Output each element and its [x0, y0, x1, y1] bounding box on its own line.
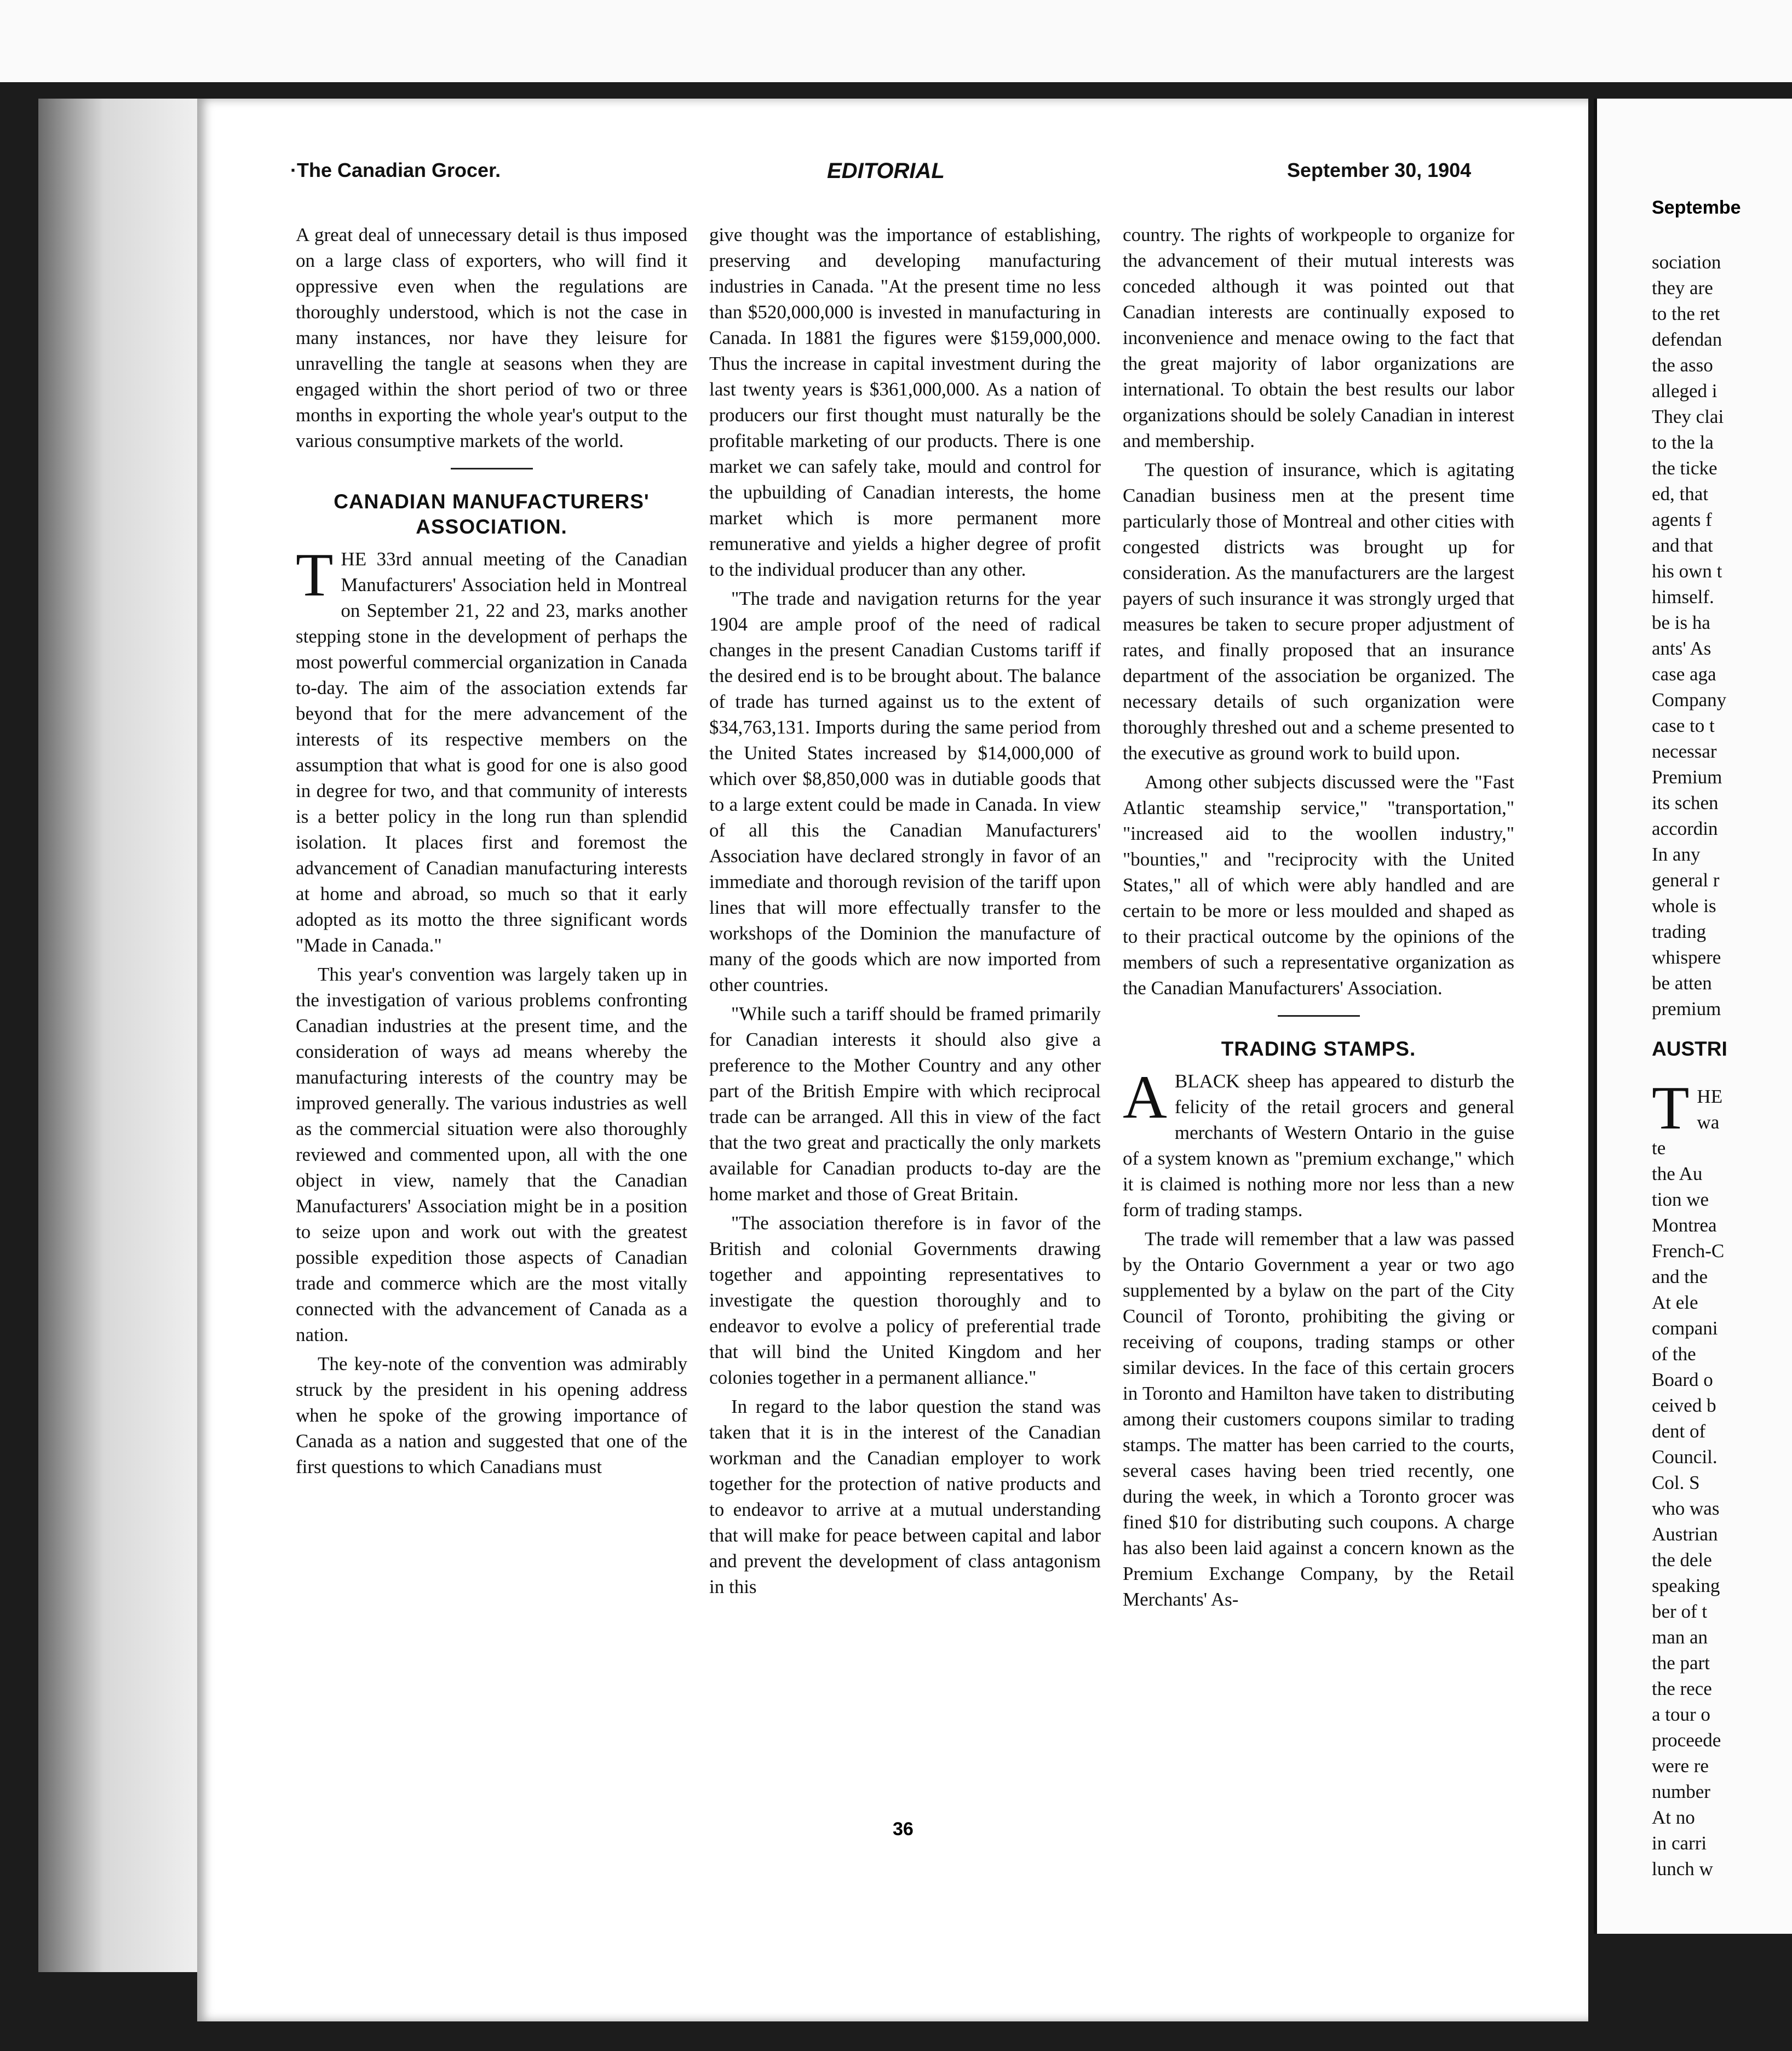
issue-date: September 30, 1904	[1287, 159, 1472, 181]
adjacent-heading: AUSTRI	[1652, 1038, 1727, 1060]
adjacent-line: a tour o	[1652, 1704, 1710, 1725]
adjacent-line: the ticke	[1652, 457, 1718, 479]
drop-cap: T	[1652, 1074, 1690, 1142]
adjacent-page	[1594, 99, 1792, 1934]
column-3	[1123, 222, 1514, 1865]
adjacent-line: premium	[1652, 998, 1721, 1019]
article-paragraph: "While such a tariff should be framed primarily for Canadian interests it should also give a preference to the Mother Country and any other part of the British Empire with which reciprocal trade can be arranged. All this in view of the fact that the two great and practically the only markets available for Canadian products to-day are the home market and those of Great Britain.	[709, 1003, 1101, 1205]
adjacent-line: to the la	[1652, 432, 1714, 453]
adjacent-line: Premium	[1652, 766, 1722, 788]
article-paragraph: Among other subjects discussed were the "Fast Atlantic steamship service," "transportation," "increased aid to the woollen industry," "bounties," and "reciprocity with the United States," all of which were ably handled and are certain to be more or less moulded and shaped as to their practical outcome by the opinions of the members of such a representative organization as the Canadian Manufacturers' Association.	[1123, 771, 1514, 999]
adjacent-line: the rece	[1652, 1678, 1712, 1699]
article-paragraph: country. The rights of workpeople to organize for the advancement of their mutual interests was conceded although it was pointed out that Canadian interests are continually exposed to inconvenience and menace owing to the fact that the great majority of labor organizations are international. To obtain the best results our labor organizations should be solely Canadian in interest and membership.	[1123, 224, 1514, 451]
adjacent-line: be atten	[1652, 972, 1712, 994]
article-paragraph: The question of insurance, which is agitating Canadian business men at the present time particularly those of Montreal and other cities with congested districts was brought up for consideration. As the manufacturers are the largest payers of such insurance it was strongly urged that measures be taken to secure proper adjustment of rates, and finally proposed that an insurance department of the association be organized. The necessary details of such organization were thoroughly threshed out and a scheme presented to the executive as ground work to build upon.	[1123, 459, 1514, 764]
adjacent-line: case to t	[1652, 715, 1715, 736]
adjacent-line: the asso	[1652, 354, 1713, 376]
adjacent-line: and the	[1652, 1266, 1708, 1287]
adjacent-line: whole is	[1652, 895, 1716, 916]
article-paragraph: This year's convention was largely taken up in the investigation of various problems confronting Canadian industries at the present time, and the consideration of ways ad means whereby the manufacturing interests of the country may be improved generally. The various industries as well as the commercial situation were also thoroughly reviewed and commented upon, all with the one object in view, namely that the Canadian Manufacturers' Association might be in a position to seize upon and work out with the greatest possible expedition those aspects of Canadian trade and commerce which are the most vitally connected with the advancement of Canada as a nation.	[296, 964, 687, 1345]
adjacent-line: general r	[1652, 869, 1720, 891]
adjacent-line: agents f	[1652, 509, 1712, 530]
article-paragraph: In regard to the labor question the stand was taken that it is in the interest of the Canadian workman and the Canadian employer to work together for the protection of native products and to endeavor to arrive at a mutual understanding that will make for peace between capital and labor and prevent the development of class antagonism in this	[709, 1396, 1101, 1597]
adjacent-line: They clai	[1652, 406, 1724, 427]
page-number: 36	[893, 1819, 914, 1840]
article-heading-manufacturers: CANADIAN MANUFACTURERS' ASSOCIATION.	[334, 490, 650, 538]
adjacent-line: Company	[1652, 689, 1727, 711]
drop-cap: T	[296, 541, 334, 609]
adjacent-line: tion we	[1652, 1189, 1709, 1210]
adjacent-page-column	[1652, 249, 1792, 1882]
drop-cap: A	[1123, 1063, 1167, 1131]
adjacent-line: defendan	[1652, 329, 1722, 350]
adjacent-line: alleged i	[1652, 380, 1718, 402]
section-divider	[1278, 1015, 1360, 1017]
adjacent-line: Council.	[1652, 1446, 1718, 1468]
column-1	[296, 222, 687, 1865]
adjacent-page-header: Septembe	[1652, 197, 1741, 218]
adjacent-line: accordin	[1652, 818, 1718, 839]
adjacent-line: whispere	[1652, 947, 1721, 968]
adjacent-line: of the	[1652, 1343, 1696, 1365]
newspaper-page	[197, 99, 1588, 2021]
adjacent-line: case aga	[1652, 663, 1716, 685]
adjacent-line: and that	[1652, 535, 1713, 556]
book-binding	[38, 99, 203, 1972]
adjacent-line: who was	[1652, 1498, 1720, 1519]
adjacent-line: its schen	[1652, 792, 1719, 813]
adjacent-line: In any	[1652, 844, 1701, 865]
article-paragraph: "The trade and navigation returns for the year 1904 are ample proof of the need of radical changes in the present Canadian Customs tariff if the desired end is to be brought about. The balance of trade has turned against us to the extent of $34,763,131. Imports during the same period from the United States increased by $14,000,000 of which over $8,850,000 was in dutiable goods that to a large extent could be made in Canada. In view of all this the Canadian Manufacturers' Association have declared strongly in favor of an immediate and thorough revision of the tariff upon lines that will more effectually transfer to the workshops of the Dominion the manufacture of many of the goods which are now imported from other countries.	[709, 588, 1101, 995]
publication-title: ·The Canadian Grocer.	[290, 159, 501, 181]
adjacent-line: HE	[1697, 1086, 1723, 1107]
adjacent-line: ants' As	[1652, 638, 1711, 659]
adjacent-line: they are	[1652, 277, 1713, 299]
article-paragraph: THE 33rd annual meeting of the Canadian Manufacturers' Association held in Montreal on September 21, 22 and 23, marks another stepping stone in the development of perhaps the most powerful commercial organization in Canada to-day. The aim of the association extends far beyond that for the mere advancement of the interests of its respective members on the assumption that what is good for one is also good in degree for two, and that community of interests is a better policy in the long run than splendid isolation. It places first and foremost the advancement of Canadian manufacturing interests at home and abroad, so much so that it early adopted as its motto the three significant words "Made in Canada."	[296, 541, 687, 956]
article-paragraph: ABLACK sheep has appeared to disturb the felicity of the retail grocers and general merchants of Western Ontario in the guise of a system known as "premium exchange," which it is claimed is nothing more nor less than a new form of trading stamps.	[1123, 1063, 1514, 1221]
adjacent-line: ceived b	[1652, 1395, 1716, 1416]
adjacent-line: necessar	[1652, 741, 1717, 762]
adjacent-line: trading	[1652, 921, 1707, 942]
adjacent-line: te	[1652, 1137, 1666, 1159]
adjacent-line: himself.	[1652, 586, 1714, 608]
adjacent-line: number	[1652, 1781, 1710, 1802]
scanner-bed-top	[0, 0, 1792, 82]
adjacent-line: in carri	[1652, 1832, 1707, 1854]
adjacent-line: the dele	[1652, 1549, 1712, 1571]
adjacent-line: At ele	[1652, 1292, 1698, 1313]
section-divider	[451, 468, 533, 469]
adjacent-line: be is ha	[1652, 612, 1710, 633]
adjacent-line: dent of	[1652, 1420, 1706, 1442]
adjacent-line: ed, that	[1652, 483, 1709, 505]
adjacent-line: compani	[1652, 1317, 1718, 1339]
adjacent-line: were re	[1652, 1755, 1709, 1777]
adjacent-line: wa	[1697, 1112, 1720, 1133]
adjacent-line: lunch w	[1652, 1858, 1713, 1880]
adjacent-line: his own t	[1652, 560, 1722, 582]
article-paragraph: give thought was the importance of establishing, preserving and developing manufacturing industries in Canada. "At the present time no less than $520,000,000 is invested in manufacturing in Canada. In 1881 the figures were $159,000,000. Thus the increase in capital investment during the last twenty years is $361,000,000. As a nation of producers our first thought must naturally be the profitable marketing of our products. There is one market we can safely take, mould and control for the upbuilding of Canadian interests, the home market which is more permanent more remunerative and yields a higher degree of profit to the individual producer than any other.	[709, 224, 1101, 580]
article-paragraph: "The association therefore is in favor of the British and colonial Governments drawing together and appointing representatives to investigate the question thoroughly and to endeavor to evolve a policy of preferential trade that will bind the United Kingdom and her colonies together in a permanent alliance."	[709, 1212, 1101, 1388]
column-2	[709, 222, 1101, 1865]
article-heading-trading-stamps: TRADING STAMPS.	[1221, 1038, 1416, 1060]
adjacent-line: man an	[1652, 1626, 1708, 1648]
adjacent-line: ber of t	[1652, 1601, 1708, 1622]
adjacent-line: to the ret	[1652, 303, 1720, 324]
adjacent-line: proceede	[1652, 1729, 1721, 1751]
adjacent-line: the Au	[1652, 1163, 1703, 1184]
section-title: EDITORIAL	[827, 159, 945, 183]
adjacent-line: French-C	[1652, 1240, 1725, 1262]
adjacent-line: At no	[1652, 1807, 1695, 1828]
adjacent-line: Col. S	[1652, 1472, 1700, 1493]
adjacent-line: sociation	[1652, 251, 1721, 273]
article-paragraph: The trade will remember that a law was passed by the Ontario Government a year or two ago supplemented by a bylaw on the part of the City Council of Toronto, prohibiting the giving or receiving of coupons, trading stamps or other similar devices. In the face of this certain grocers in Toronto and Hamilton have taken to distributing among their customers coupons similar to trading stamps. The matter has been carried to the courts, several cases having been tried recently, one during the week, in which a Toronto grocer was fined $10 for distributing such coupons. A charge has also been laid against a concern known as the Premium Exchange Company, by the Retail Merchants' As-	[1123, 1228, 1514, 1610]
adjacent-line: Board o	[1652, 1369, 1713, 1390]
adjacent-line: Austrian	[1652, 1523, 1718, 1545]
column-1-intro: A great deal of unnecessary detail is thus imposed on a large class of exporters, who will find it oppressive even when the regulations are thoroughly understood, which is not the case in many instances, nor have they leisure for unravelling the tangle at seasons when they are engaged within the short period of two or three months in exporting the whole year's output to the various consumptive markets of the world.	[296, 224, 687, 451]
adjacent-line: Montrea	[1652, 1214, 1717, 1236]
adjacent-line: the part	[1652, 1652, 1710, 1674]
adjacent-line: speaking	[1652, 1575, 1720, 1596]
article-paragraph: The key-note of the convention was admirably struck by the president in his opening address when he spoke of the growing importance of Canada as a nation and suggested that one of the first questions to which Canadians must	[296, 1353, 687, 1477]
